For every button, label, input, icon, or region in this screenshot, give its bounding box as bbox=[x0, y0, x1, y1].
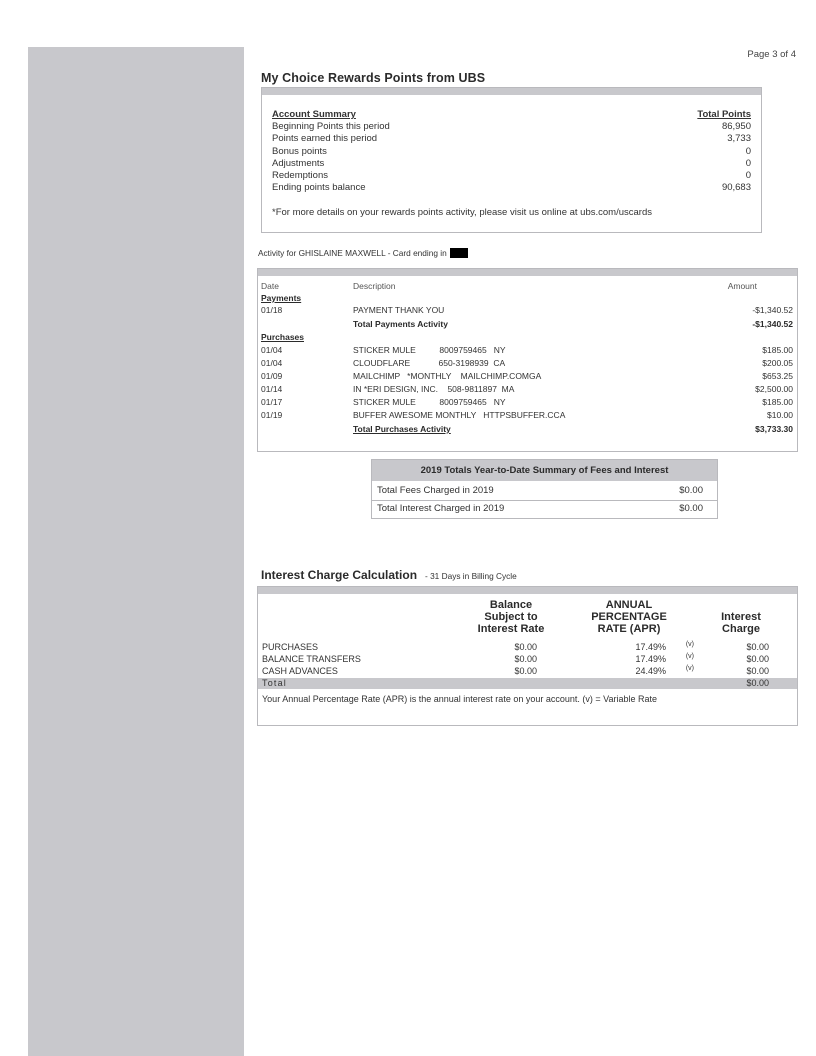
row-amount: $10.00 bbox=[767, 410, 793, 420]
col-charge-header bbox=[706, 611, 776, 635]
fees-row-label: Total Fees Charged in 2019 bbox=[377, 485, 494, 496]
table-row bbox=[258, 642, 797, 653]
activity-cardholder-label bbox=[258, 248, 468, 258]
row-description: STICKER MULE 8009759465 NY bbox=[353, 397, 506, 407]
table-row bbox=[258, 654, 797, 665]
activity-column-headers bbox=[261, 281, 793, 293]
col-date-header: Date bbox=[261, 281, 279, 291]
purchases-total-label: Total Purchases Activity bbox=[353, 424, 451, 434]
row-description: BUFFER AWESOME MONTHLY HTTPSBUFFER.CCA bbox=[353, 410, 566, 420]
col-charge-line: Charge bbox=[722, 623, 760, 635]
row-description: MAILCHIMP *MONTHLY MAILCHIMP.COMGA bbox=[353, 371, 542, 381]
row-charge: $0.00 bbox=[746, 654, 769, 664]
row-date: 01/04 bbox=[261, 345, 283, 355]
purchases-section-label: Purchases bbox=[261, 332, 304, 342]
rewards-row bbox=[272, 133, 751, 144]
table-row bbox=[261, 397, 793, 409]
col-apr-header bbox=[584, 599, 674, 635]
redacted-card-number bbox=[450, 248, 468, 258]
col-apr-line: RATE (APR) bbox=[597, 623, 661, 635]
payments-total-amount: -$1,340.52 bbox=[752, 319, 793, 329]
row-description: CLOUDFLARE 650-3198939 CA bbox=[353, 358, 506, 368]
payments-section-row bbox=[261, 293, 793, 305]
row-date: 01/04 bbox=[261, 358, 283, 368]
rewards-row-label: Points earned this period bbox=[272, 133, 378, 144]
page-number: Page 3 of 4 bbox=[747, 49, 796, 60]
row-date: 01/18 bbox=[261, 305, 283, 315]
variable-rate-marker: (v) bbox=[685, 641, 694, 648]
rewards-note: *For more details on your rewards points activity, please visit us online at ubs.com/uscards bbox=[272, 207, 652, 218]
rewards-row-label: Bonus points bbox=[272, 146, 327, 157]
row-balance: $0.00 bbox=[514, 642, 537, 652]
row-amount: $653.25 bbox=[762, 371, 793, 381]
fees-row-label: Total Interest Charged in 2019 bbox=[377, 503, 505, 514]
rewards-row-value: 0 bbox=[745, 158, 751, 169]
row-date: 01/14 bbox=[261, 384, 283, 394]
col-charge-line: Interest bbox=[721, 611, 761, 623]
fees-row bbox=[372, 483, 717, 501]
rewards-row-value: 90,683 bbox=[721, 182, 751, 193]
row-date: 01/19 bbox=[261, 410, 283, 420]
rewards-row-value: 86,950 bbox=[721, 121, 751, 132]
interest-calculation-table bbox=[257, 586, 798, 726]
row-date: 01/09 bbox=[261, 371, 283, 381]
table-row bbox=[261, 345, 793, 357]
fees-row-value: $0.00 bbox=[679, 485, 703, 496]
col-amount-header: Amount bbox=[727, 281, 757, 291]
col-apr-line: ANNUAL bbox=[605, 599, 653, 611]
table-row bbox=[261, 371, 793, 383]
left-sidebar-panel bbox=[28, 47, 244, 1056]
fees-summary-title: 2019 Totals Year-to-Date Summary of Fees and Interest bbox=[372, 460, 717, 481]
fees-interest-summary-box bbox=[371, 459, 718, 519]
row-amount: $185.00 bbox=[762, 397, 793, 407]
row-balance: $0.00 bbox=[514, 654, 537, 664]
row-balance: $0.00 bbox=[514, 666, 537, 676]
table-row bbox=[261, 358, 793, 370]
interest-header-bar bbox=[258, 587, 797, 594]
row-apr: 24.49% bbox=[635, 666, 666, 676]
rewards-row bbox=[272, 146, 751, 157]
total-charge: $0.00 bbox=[746, 678, 769, 688]
activity-table bbox=[257, 268, 798, 452]
rewards-row-label: Ending points balance bbox=[272, 182, 366, 193]
row-description: IN *ERI DESIGN, INC. 508-9811897 MA bbox=[353, 384, 515, 394]
rewards-row-label: Adjustments bbox=[272, 158, 325, 169]
row-label: PURCHASES bbox=[262, 642, 319, 652]
table-row bbox=[258, 666, 797, 677]
billing-cycle-subtitle: - 31 Days in Billing Cycle bbox=[425, 571, 517, 581]
purchases-total-amount: $3,733.30 bbox=[755, 424, 793, 434]
row-amount: $2,500.00 bbox=[755, 384, 793, 394]
rewards-row bbox=[272, 158, 751, 169]
col-balance-line: Balance bbox=[489, 599, 533, 611]
rewards-row-label: Redemptions bbox=[272, 170, 328, 181]
row-charge: $0.00 bbox=[746, 666, 769, 676]
row-label: BALANCE TRANSFERS bbox=[262, 654, 361, 664]
table-row bbox=[261, 384, 793, 396]
rewards-row bbox=[272, 170, 751, 181]
payments-total-label: Total Payments Activity bbox=[353, 319, 448, 329]
rewards-header-row bbox=[272, 109, 751, 120]
col-balance-header bbox=[471, 599, 551, 635]
activity-label-text: Activity for GHISLAINE MAXWELL - Card ending in bbox=[258, 248, 447, 258]
interest-total-row bbox=[258, 678, 797, 689]
rewards-row-value: 3,733 bbox=[727, 133, 751, 144]
variable-rate-marker: (v) bbox=[685, 665, 694, 672]
total-label: Total bbox=[262, 678, 288, 688]
rewards-title: My Choice Rewards Points from UBS bbox=[261, 71, 486, 85]
row-date: 01/17 bbox=[261, 397, 283, 407]
account-summary-header: Account Summary bbox=[272, 109, 356, 120]
table-row bbox=[261, 305, 793, 317]
rewards-row bbox=[272, 121, 751, 132]
row-description: STICKER MULE 8009759465 NY bbox=[353, 345, 506, 355]
purchases-section-row bbox=[261, 332, 793, 344]
rewards-row bbox=[272, 182, 751, 193]
apr-footnote: Your Annual Percentage Rate (APR) is the annual interest rate on your account. (v) = Variable Rate bbox=[262, 694, 657, 704]
payments-section-label: Payments bbox=[261, 293, 302, 303]
row-apr: 17.49% bbox=[635, 654, 666, 664]
col-balance-line: Interest Rate bbox=[477, 623, 545, 635]
row-amount: $185.00 bbox=[762, 345, 793, 355]
interest-title: Interest Charge Calculation bbox=[261, 568, 418, 582]
col-balance-line: Subject to bbox=[484, 611, 538, 623]
row-description: PAYMENT THANK YOU bbox=[353, 305, 445, 315]
col-apr-line: PERCENTAGE bbox=[591, 611, 667, 623]
row-amount: $200.05 bbox=[762, 358, 793, 368]
rewards-summary-box bbox=[261, 87, 762, 233]
row-apr: 17.49% bbox=[635, 642, 666, 652]
total-points-header: Total Points bbox=[697, 109, 751, 120]
row-charge: $0.00 bbox=[746, 642, 769, 652]
rewards-row-value: 0 bbox=[745, 170, 751, 181]
rewards-row-value: 0 bbox=[745, 146, 751, 157]
activity-header-bar bbox=[258, 269, 797, 276]
fees-row bbox=[372, 500, 717, 519]
row-label: CASH ADVANCES bbox=[262, 666, 338, 676]
fees-row-value: $0.00 bbox=[679, 503, 703, 514]
purchases-total-row bbox=[261, 424, 793, 436]
row-amount: -$1,340.52 bbox=[752, 305, 793, 315]
rewards-box-header-bar bbox=[262, 88, 761, 95]
col-description-header: Description bbox=[353, 281, 396, 291]
payments-total-row bbox=[261, 319, 793, 331]
rewards-row-label: Beginning Points this period bbox=[272, 121, 390, 132]
table-row bbox=[261, 410, 793, 422]
variable-rate-marker: (v) bbox=[685, 653, 694, 660]
